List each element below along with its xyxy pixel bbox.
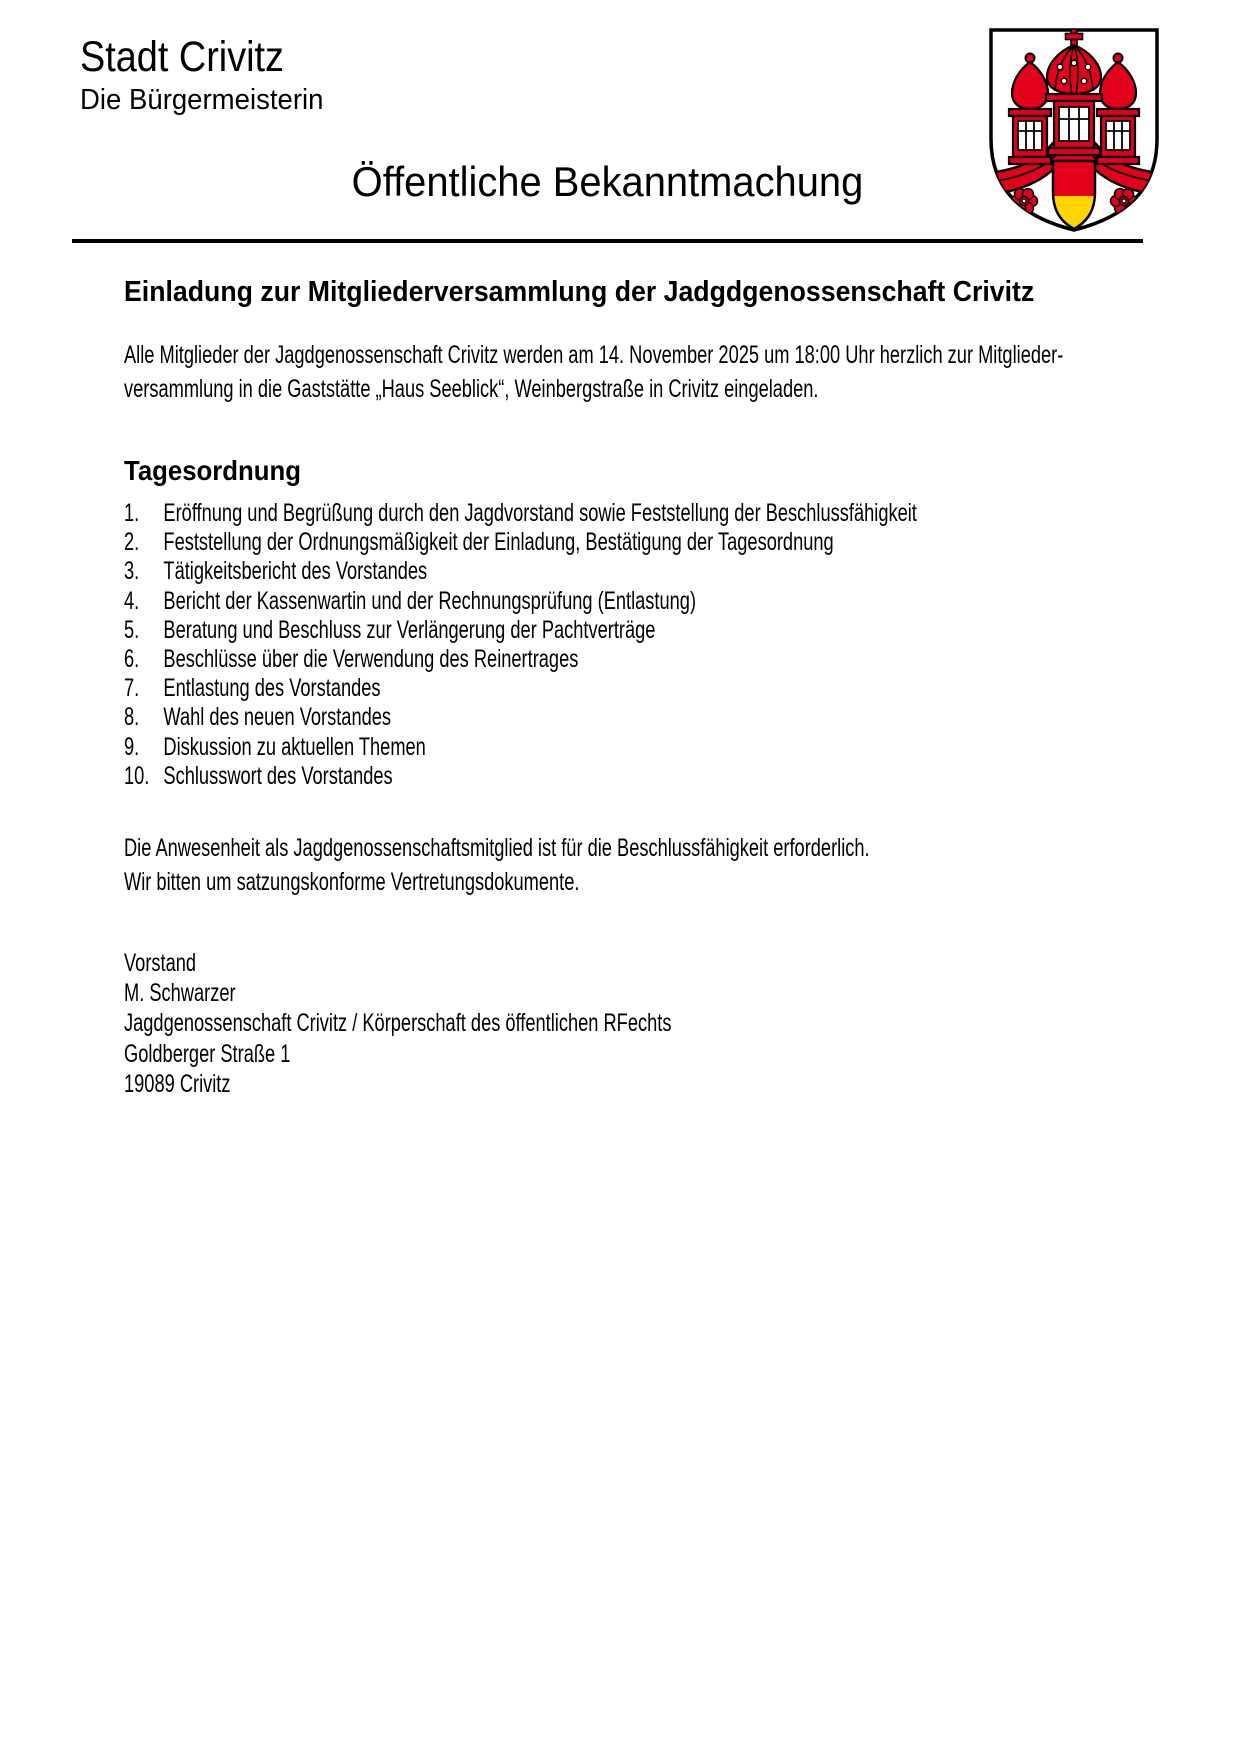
agenda-item-text: Eröffnung und Begrüßung durch den Jagdvorstand sowie Feststellung der Beschlussfähigkeit (163, 499, 917, 527)
signature-organisation: Jagdgenossenschaft Crivitz / Körperschaft des öffentlichen RFechts (124, 1009, 672, 1038)
signature-name: M. Schwarzer (124, 979, 236, 1008)
agenda-item-number: 9. (124, 732, 140, 761)
agenda-item-number: 4. (124, 586, 140, 615)
header-rule (72, 239, 1143, 243)
agenda-item-number: 1. (124, 499, 140, 527)
agenda-item-number: 10. (124, 761, 150, 790)
agenda-item-text: Beschlüsse über die Verwendung des Reinertrages (163, 645, 579, 674)
agenda-item-text: Tätigkeitsbericht des Vorstandes (163, 557, 428, 586)
agenda-item (124, 674, 917, 703)
sender-role: Die Bürgermeisterin (80, 84, 324, 117)
sender-block (80, 34, 336, 118)
agenda-item-text: Bericht der Kassenwartin und der Rechnungsprüfung (Entlastung) (163, 586, 697, 615)
agenda-item-text: Feststellung der Ordnungsmäßigkeit der Einladung, Bestätigung der Tagesordnung (163, 528, 834, 557)
agenda-item (124, 762, 917, 791)
agenda-heading: Tagesordnung (124, 455, 301, 486)
agenda-item (124, 616, 917, 645)
signature-city: 19089 Crivitz (124, 1069, 231, 1098)
agenda-item-number: 7. (124, 674, 140, 703)
announcement-heading: Öffentliche Bekanntmachung (351, 158, 864, 205)
intro-line-1: Alle Mitglieder der Jagdgenossenschaft Crivitz werden am 14. November 2025 um 18:00 Uhr herzlich zur Mitglieder- (124, 341, 1064, 369)
agenda-item-text: Beratung und Beschluss zur Verlängerung der Pachtverträge (163, 615, 656, 644)
agenda-item (124, 587, 917, 616)
signature-street: Goldberger Straße 1 (124, 1039, 291, 1068)
signature-role: Vorstand (124, 949, 197, 977)
closing-line-1: Die Anwesenheit als Jagdgenossenschaftsmitglied ist für die Beschlussfähigkeit erforderlich. (124, 834, 870, 862)
agenda-item (124, 733, 917, 762)
signature-block (124, 948, 671, 1099)
agenda-item-text: Diskussion zu aktuellen Themen (163, 732, 426, 761)
intro-paragraph (124, 338, 1063, 406)
agenda-item-number: 6. (124, 645, 140, 674)
agenda-item-text: Wahl des neuen Vorstandes (163, 703, 392, 732)
agenda-item-number: 8. (124, 703, 140, 732)
agenda-item-number: 5. (124, 615, 140, 644)
closing-paragraph (124, 832, 870, 899)
agenda-item-text: Entlastung des Vorstandes (163, 674, 381, 703)
document-title: Einladung zur Mitgliederversammlung der Jadgdgenossenschaft Crivitz (124, 276, 1035, 308)
agenda-item-number: 3. (124, 557, 140, 586)
agenda-item (124, 499, 917, 528)
agenda-item (124, 557, 917, 586)
agenda-item (124, 703, 917, 732)
agenda-item (124, 528, 917, 557)
agenda-item (124, 645, 917, 674)
closing-line-2: Wir bitten um satzungskonforme Vertretungsdokumente. (124, 867, 580, 896)
intro-line-2: versammlung in die Gaststätte „Haus Seeblick“, Weinbergstraße in Crivitz eingeladen. (124, 375, 819, 403)
agenda-item-text: Schlusswort des Vorstandes (163, 761, 393, 790)
agenda-item-number: 2. (124, 528, 140, 557)
sender-name: Stadt Crivitz (80, 33, 284, 81)
agenda-list (124, 499, 917, 791)
